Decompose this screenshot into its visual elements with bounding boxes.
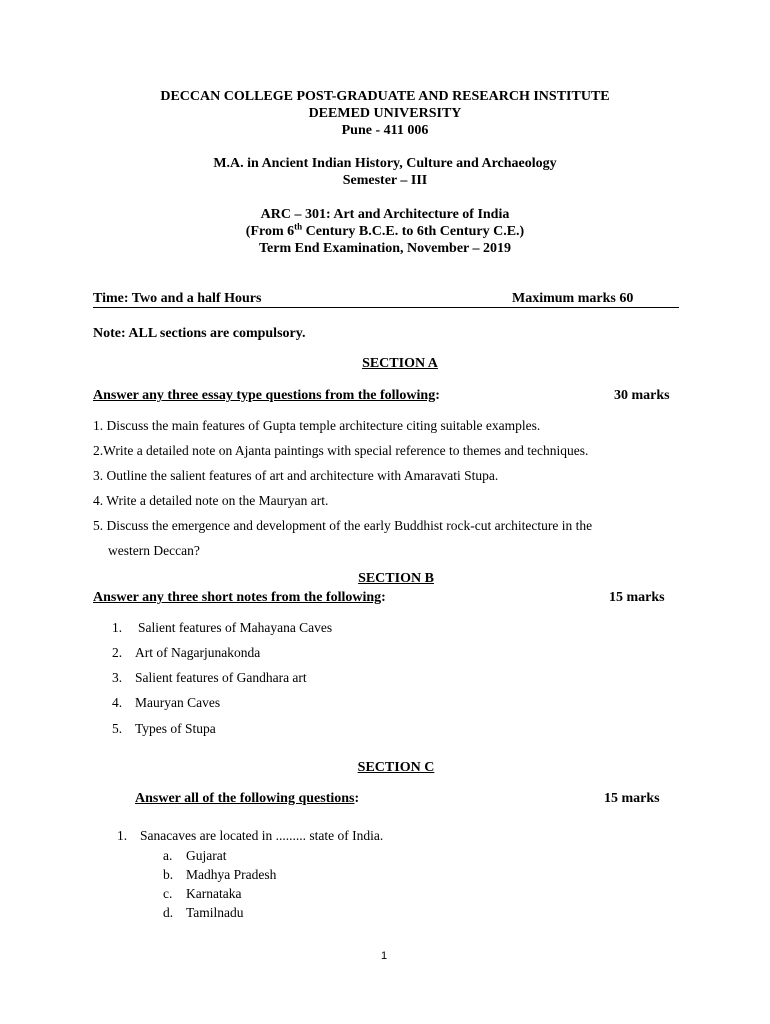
section-c-title: SECTION C [357, 760, 435, 775]
option-text: Madhya Pradesh [186, 867, 277, 882]
section-b-item: Art of Nagarjunakonda [135, 645, 261, 660]
section-b-instruction: Answer any three short notes from the following: [93, 590, 386, 605]
course-title: ARC – 301: Art and Architecture of India [260, 207, 510, 222]
section-b-item-number: 3. [112, 670, 123, 685]
section-c-marks: 15 marks [604, 791, 660, 806]
option-letter: a. [163, 848, 173, 863]
note-line: Note: ALL sections are compulsory. [93, 326, 306, 341]
section-b-marks: 15 marks [609, 590, 665, 605]
option-text: Tamilnadu [186, 905, 244, 920]
header-divider [93, 307, 679, 308]
exam-line: Term End Examination, November – 2019 [258, 241, 511, 256]
semester-line: Semester – III [342, 173, 428, 188]
maximum-marks: Maximum marks 60 [512, 291, 634, 306]
city-line: Pune - 411 006 [341, 123, 429, 138]
section-b-item: Mauryan Caves [135, 695, 221, 710]
question-c1-number: 1. [117, 828, 128, 843]
section-a-marks: 30 marks [614, 388, 670, 403]
institute-name: DECCAN COLLEGE POST-GRADUATE AND RESEARCH INSTITUTE [160, 89, 610, 104]
question-a5: 5. Discuss the emergence and development of the early Buddhist rock-cut architecture in the [93, 518, 593, 533]
question-c1: Sanacaves are located in ......... state of India. [140, 828, 384, 843]
section-b-item-number: 2. [112, 645, 123, 660]
section-c-instruction: Answer all of the following questions: [135, 791, 360, 806]
question-a2: 2.Write a detailed note on Ajanta paintings with special reference to themes and techniques. [93, 443, 589, 458]
section-a-instruction: Answer any three essay type questions from the following: [93, 388, 440, 403]
option-text: Karnataka [186, 886, 242, 901]
option-text: Gujarat [186, 848, 227, 863]
section-b-item: Salient features of Mahayana Caves [138, 620, 333, 635]
question-a1: 1. Discuss the main features of Gupta temple architecture citing suitable examples. [93, 418, 541, 433]
option-letter: d. [163, 905, 174, 920]
section-b-item-number: 5. [112, 721, 123, 736]
section-b-item: Salient features of Gandhara art [135, 670, 307, 685]
page-number: 1 [380, 950, 388, 962]
option-letter: b. [163, 867, 174, 882]
question-a5-continued: western Deccan? [108, 543, 200, 558]
section-b-item-number: 1. [112, 620, 123, 635]
section-b-item-number: 4. [112, 695, 123, 710]
time-allowed: Time: Two and a half Hours [93, 291, 262, 306]
course-period: (From 6th Century B.C.E. to 6th Century C.E.) [245, 221, 525, 239]
university-name: DEEMED UNIVERSITY [308, 106, 462, 121]
section-b-title: SECTION B [358, 571, 434, 586]
section-b-item: Types of Stupa [135, 721, 216, 736]
option-letter: c. [163, 886, 173, 901]
programme-title: M.A. in Ancient Indian History, Culture and Archaeology [213, 156, 557, 171]
question-a4: 4. Write a detailed note on the Mauryan art. [93, 493, 329, 508]
question-a3: 3. Outline the salient features of art and architecture with Amaravati Stupa. [93, 468, 499, 483]
section-a-title: SECTION A [362, 356, 438, 371]
